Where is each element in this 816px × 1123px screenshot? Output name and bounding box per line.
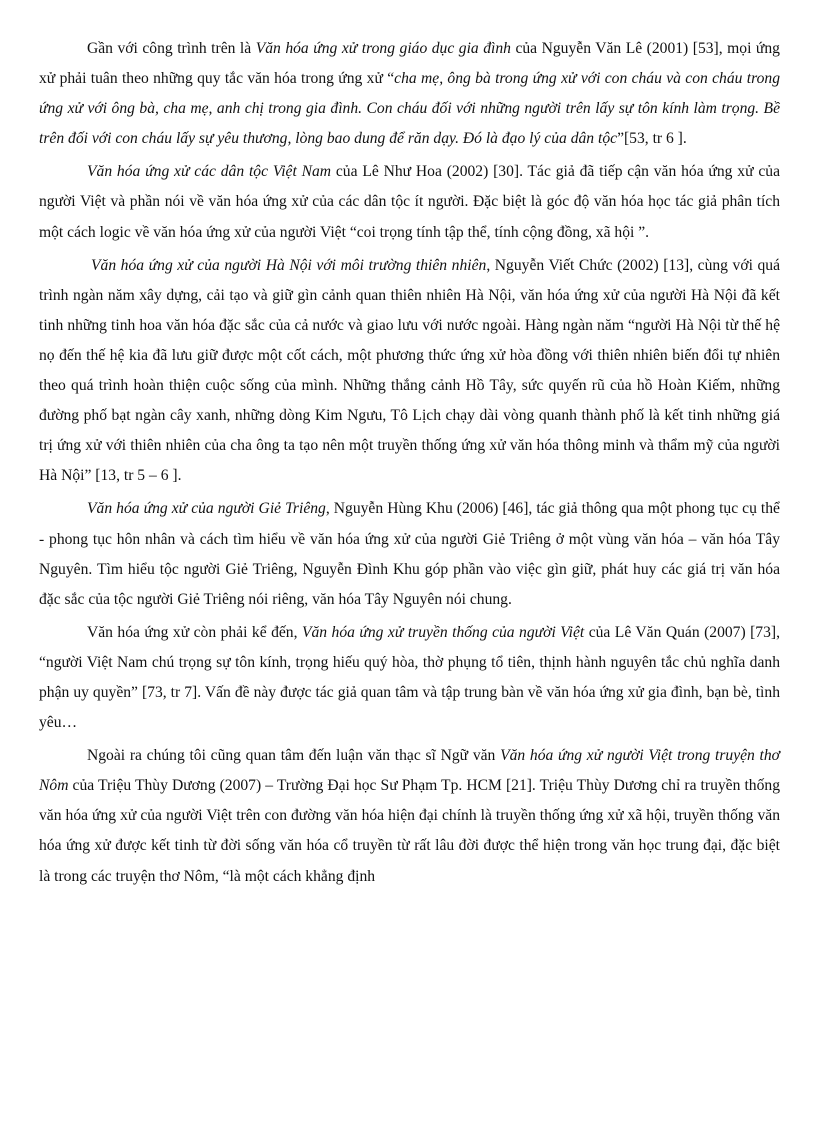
text-segment: của Lê Như Hoa (2002) [30]. Tác giả đã tiếp cận văn hóa ứng xử của người Việt và phần nói về văn hóa ứng xử của các dân tộc ít người. Đặc biệt là góc độ văn hóa học tác giả phân tích một cách logic về văn hóa ứng xử của người Việt “coi trọng tính tập thể, tính cộng đồng, xã hội ”. [39,163,780,241]
work-title: Văn hóa ứng xử của người Hà Nội với môi trường thiên nhiên [91,256,487,274]
work-title: Văn hóa ứng xử của người Giẻ Triêng [87,500,326,518]
paragraph-5 [39,618,780,738]
text-segment: Gần với công trình trên là [87,40,256,57]
paragraph-6 [39,741,780,891]
paragraph-4 [39,494,780,614]
text-segment: của Triệu Thùy Dương (2007) – Trường Đại học Sư Phạm Tp. HCM [21]. Triệu Thùy Dương chỉ ra truyền thống văn hóa ứng xử của người Việt trên con đường văn hóa hiện đại chính là truyền thống ứng xử xã hội, truyền thống văn hóa ứng xử được kết tinh từ đời sống văn hóa cổ truyền từ rất lâu đời được thể hiện trong văn học trung đại, đặc biệt là trong các truyện thơ Nôm, “là một cách khẳng định [39,777,780,885]
text-segment: , Nguyễn Hùng Khu (2006) [46], tác giả thông qua một phong tục cụ thể - phong tục hôn nhân và cách tìm hiểu về văn hóa ứng xử của người Giẻ Triêng ở một vùng văn hóa – văn hóa Tây Nguyên. Tìm hiểu tộc người Giẻ Triêng, Nguyễn Đình Khu góp phần vào việc gìn giữ, phát huy các giá trị văn hóa đặc sắc của tộc người Giẻ Triêng nói riêng, văn hóa Tây Nguyên nói chung. [39,500,780,608]
paragraph-3 [39,251,780,492]
quotation: cha mẹ, ông bà trong ứng xử với con cháu và con cháu trong ứng xử với ông bà, cha mẹ, anh chị trong gia đình. Con cháu đối với những người trên lấy sự tôn kính làm trọng. Bề trên đối với con cháu lấy sự yêu thương, lòng bao dung để răn dạy. Đó là đạo lý của dân tộc [39,70,780,148]
work-title: Văn hóa ứng xử truyền thống của người Việt [301,623,585,641]
paragraph-2 [39,157,780,247]
citation: ”[53, tr 6 ]. [617,130,687,148]
work-title: Văn hóa ứng xử trong giáo dục gia đình [255,40,511,57]
paragraph-1 [39,34,780,154]
text-segment: của Nguyễn Văn Lê (2001) [53], mọi ứng xử phải tuân theo những quy tắc văn hóa trong ứng xử “ [39,40,780,88]
work-title: Văn hóa ứng xử các dân tộc Việt Nam [87,163,332,181]
work-title: Văn hóa ứng xử người Việt trong truyện thơ Nôm [39,747,781,795]
text-segment: của Lê Văn Quán (2007) [73], “người Việt Nam chú trọng sự tôn kính, trọng hiếu quý hòa, thờ phụng tổ tiên, thịnh hành nguyên tắc chủ nghĩa danh phận uy quyền” [73, tr 7]. Vấn đề này được tác giả quan tâm và tập trung bàn về văn hóa ứng xử gia đình, bạn bè, tình yêu… [39,623,780,732]
text-segment: Văn hóa ứng xử còn phải kể đến, [87,623,302,641]
document-page [39,34,780,895]
text-segment: Ngoài ra chúng tôi cũng quan tâm đến luận văn thạc sĩ Ngữ văn [87,747,501,765]
text-segment: , Nguyễn Viết Chức (2002) [13], cùng với quá trình ngàn năm xây dựng, cải tạo và giữ gìn cảnh quan thiên nhiên Hà Nội, văn hóa ứng xử của người Hà Nội đã kết tinh những tinh hoa văn hóa đặc sắc của cả nước và giao lưu với nước ngoài. Hàng ngàn năm “người Hà Nội từ thế hệ nọ đến thế hệ kia đã lưu giữ được một cốt cách, một phương thức ứng xử hòa đồng với thiên nhiên biến đổi tự nhiên theo quá trình hoàn thiện cuộc sống của mình. Những thắng cảnh Hồ Tây, sức quyến rũ của hồ Hoàn Kiếm, những đường phố bạt ngàn cây xanh, những dòng Kim Ngưu, Tô Lịch chạy dài vòng quanh thành phố là kết tinh những giá trị ứng xử với thiên nhiên của cha ông ta tạo nên một truyền thống ứng xử văn hóa thông minh và thẩm mỹ của người Hà Nội” [13, tr 5 – 6 ]. [39,256,780,485]
